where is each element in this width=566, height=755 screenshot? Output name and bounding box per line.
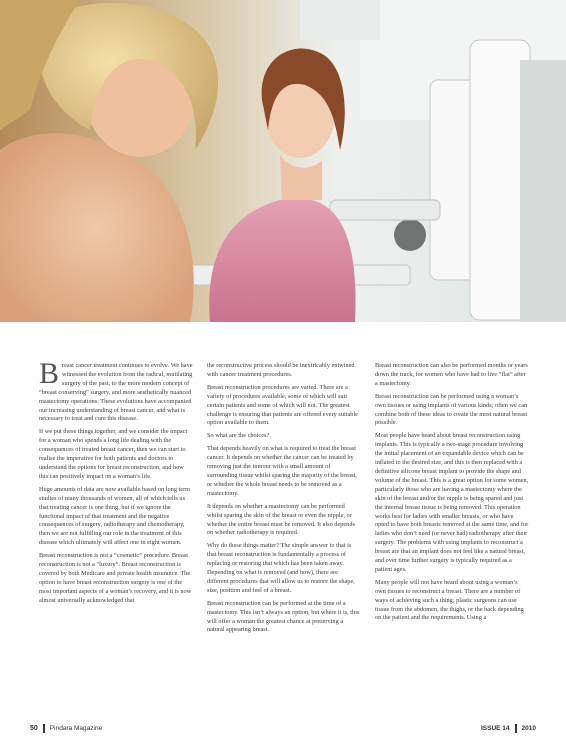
paragraph: Breast reconstruction is not a “cosmetic” procedure. Breast reconstruction is not a “luxury”. Breast reconstruction is covered by both Medicare and private health insurance. The option to have breast reconstruction surgery is one of the most important aspects of a woman’s recovery, and it is now almost universally acknowledged that xyxy=(39,552,192,604)
paragraph: Breast reconstruction can also be performed months or years down the track, for women who have had to live “flat” after a mastectomy. xyxy=(375,362,528,387)
paragraph: Breast reconstruction procedures are varied. There are a variety of procedures available, some of which will suit certain patients and some of which will not. The greatest challenge is ensuring that patients are offered every suitable option available to them. xyxy=(207,383,358,427)
page-number: 50 xyxy=(30,725,38,732)
issue-year: 2010 xyxy=(521,725,536,732)
paragraph: the reconstructive process should be inextricably entwined with cancer treatment procedures. xyxy=(207,362,355,378)
article-column-1 xyxy=(39,357,193,712)
paragraph: Most people have heard about breast reconstruction using implants. This is typically a two-stage procedure involving the initial placement of an expandable device which can be inflated to the desired size, and this is then replaced with a definitive silicone breast implant to provide the shape and volume of the breast. This is a great option for some women, particularly those who are having a mastectomy where the skin of the breast and/or the nipple is being spared and just the internal breast tissue is being removed. This operation works best for ladies with smaller breasts, or who have opted to have both breasts removed at the same time, and for ladies who don’t need (or never had) radiotherapy after their surgery. The problems with using implants to reconstruct a breast are that an implant does not feel like a natural breast, and over time further surgery is typically required as a patient ages. xyxy=(375,432,529,573)
article-column-2 xyxy=(207,362,361,712)
paragraph: Breast reconstruction can be performed using a woman’s own tissues or using implants of various kinds; often we can combine both of these ideas to create the most natural breast possible. xyxy=(375,392,528,427)
header-photo xyxy=(0,0,566,322)
paragraph: It depends on whether a mastectomy can be performed whilst sparing the skin of the breast or even the nipple, or whether the entire breast must be removed. It also depends on whether radiotherapy is required. xyxy=(207,502,355,537)
footer-divider xyxy=(515,724,517,733)
mammography-photo-illustration xyxy=(0,0,566,322)
issue-number: ISSUE 14 xyxy=(480,725,510,732)
paragraph: Huge amounts of data are now available based on long term studies of many thousands of women, all of which tells us that treating cancer is one thing, but if we ignore the functional impact of that treatment and the negative consequences of surgery, radiotherapy and chemotherapy, then we are not fulfilling our role in the treatment of this disease which ultimately will affect one in eight women. xyxy=(39,485,191,547)
footer-right xyxy=(481,724,536,733)
footer-divider xyxy=(43,724,45,733)
article-column-3 xyxy=(375,362,529,712)
page-footer xyxy=(30,722,536,736)
paragraph: That depends heavily on what is required to treat the breast cancer. It depends on whether the cancer can be treated by removing just the tumour with a small amount of surrounding tissue whilst sparing the majority of the breast, or whether the whole breast needs to be removed as a mastectomy. xyxy=(207,445,357,497)
article-body xyxy=(39,357,529,712)
paragraph: Why do these things matter? The simple answer to that is that breast reconstruction is fundamentally a process of replacing or restoring that which has been taken away. Depending on what is removed (and how), there are different procedures that will allow us to restore the shape, size, position and feel of a breast. xyxy=(207,542,355,594)
paragraph-text: reast cancer treatment continues to evolve. We have witnessed the evolution from the radical, mutilating surgery of the past, to the more modern concept of “breast conserving” surgery, and more aesthetically nuanced mastectomy operations. These evolutions have accompanied our increasing understanding of breast cancer, and what is necessary to treat and cure this disease. xyxy=(39,362,193,423)
paragraph: Many people will not have heard about using a woman’s own tissues to reconstruct a breast. There are a number of ways of achieving such a thing; plastic surgeons can use tissue from the abdomen, the thighs, or the back depending on the patient and the requirements. Using a xyxy=(375,578,524,622)
drop-cap: B xyxy=(39,357,60,390)
paragraph xyxy=(39,357,193,424)
paragraph: If we put these things together, and we consider the impact for a woman who spends a long life dealing with the consequences of treated breast cancer, then we can start to realise the imperative for both patients and doctors to understand the options for breast reconstruction, and how this can positively impact on a woman’s life. xyxy=(39,428,188,480)
footer-left xyxy=(30,724,102,733)
paragraph: Breast reconstruction can be performed at the time of a mastectomy. This isn’t always an option, but where it is, this will offer a woman the greatest chance at preserving a natural appearing breast. xyxy=(207,599,360,634)
paragraph: So what are the choices? xyxy=(207,432,270,440)
magazine-name: Pindara Magazine xyxy=(49,725,103,732)
